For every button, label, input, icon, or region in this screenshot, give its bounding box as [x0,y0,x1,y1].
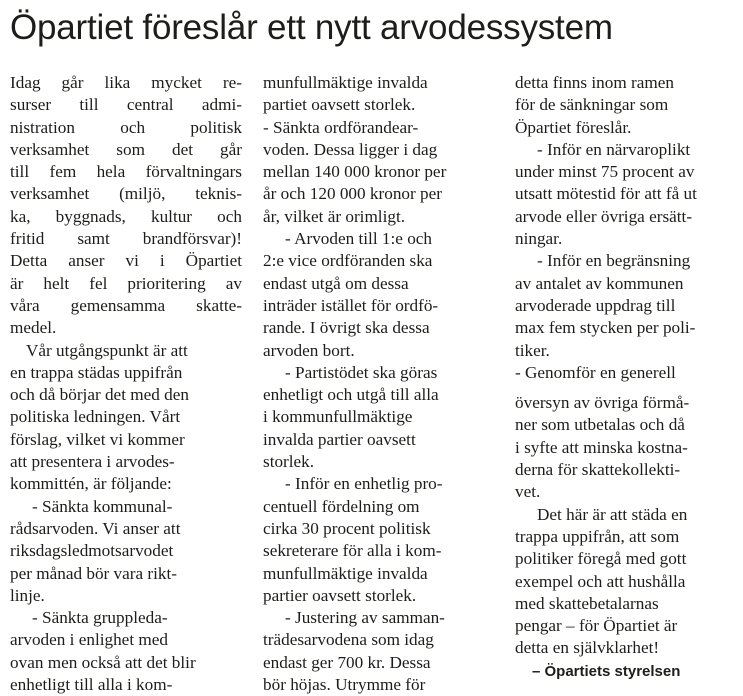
body-line: fritid samt brandförsvar)! [10,229,242,249]
body-line: politiska ledningen. Vårt [10,407,181,427]
body-line: Vår utgångspunkt är att [26,340,188,360]
body-line: Öpartiet föreslår. [515,117,632,137]
body-line: - Inför en närvaroplikt [537,139,691,159]
body-line: verksamhet som det går [10,139,242,159]
body-line: ovan men också att det blir [10,652,196,672]
body-line: - Partistödet ska göras [285,362,438,382]
body-line: inträder istället för ordfö- [263,295,439,315]
body-line: voden. Dessa ligger i dag [263,139,438,159]
body-line: pengar – för Öpartiet är [515,616,678,636]
body-line: - Arvoden till 1:e och [285,229,433,249]
body-line: utsatt mötestid för att få ut [515,184,697,204]
body-line: Det här är att städa en [537,504,688,524]
body-line: derna för skattekollekti- [515,460,681,480]
article-headline: Öpartiet föreslår ett nytt arvodessystem [10,8,613,47]
article-column-3 [515,72,743,660]
body-line: Idag går lika mycket re- [10,73,242,92]
body-line: enhetligt och utgå till alla [263,385,439,405]
body-line: Detta anser vi i Öpartiet [10,251,242,271]
body-line: år, vilket är orimligt. [263,206,406,226]
body-line: arvoden i enlighet med [10,630,168,650]
body-line: enhetligt till alla i kom- [10,675,173,695]
body-line: munfullmäktige invalda [263,563,428,583]
article-signature: – Öpartiets styrelsen [532,663,681,680]
body-line: 2:e vice ordföranden ska [263,251,433,271]
body-line: cirka 30 procent politisk [263,518,431,538]
article-column-1 [10,72,242,696]
body-line: är helt fel prioritering av [10,273,242,293]
body-line: och då börjar det med den [10,385,189,405]
body-line: att presentera i arvodes- [10,452,175,472]
article-column-2 [263,72,495,696]
body-line: - Genomför en generell [515,362,676,382]
body-line: partiet oavsett storlek. [263,95,416,115]
body-line: sekreterare för alla i kom- [263,541,442,561]
body-line: till fem hela förvaltningars [10,162,242,182]
body-line: ner som utbetalas och då [515,415,685,435]
body-line: partier oavsett storlek. [263,585,417,605]
body-line: detta finns inom ramen [515,73,674,92]
body-line: endast ger 700 kr. Dessa [263,652,431,672]
body-line: detta en självklarhet! [515,638,660,658]
body-line: kommittén, är följande: [10,474,172,494]
body-line: våra gemensamma skatte- [10,295,242,315]
body-line: arvoden bort. [263,340,355,360]
body-line: max fem stycken per poli- [515,318,696,338]
body-line: nistration och politisk [10,117,242,137]
body-line: politiker föregå med gott [515,549,687,569]
body-line: - Inför en enhetlig pro- [285,474,443,494]
body-line: arvoderade uppdrag till [515,295,676,315]
body-line: mellan 140 000 kronor per [263,162,447,182]
body-line: centuell fördelning om [263,496,420,516]
body-line: bör höjas. Utrymme för [263,675,426,695]
body-line: för de sänkningar som [515,95,669,115]
body-line: under minst 75 procent av [515,162,695,182]
body-line: - Sänkta gruppleda- [32,608,168,628]
body-line: arvode eller övriga ersätt- [515,206,693,226]
body-line: surser till central admi- [10,95,242,115]
body-line: rande. I övrigt ska dessa [263,318,430,338]
body-line: riksdagsledmotsarvodet [10,541,174,561]
body-line: exempel och att hushålla [515,571,686,591]
body-line: i kommunfullmäktige [263,407,413,427]
body-line: ningar. [515,229,563,249]
body-line: tiker. [515,340,550,360]
body-line: invalda partier oavsett [263,429,416,449]
body-line: år och 120 000 kronor per [263,184,442,204]
body-line: rådsarvoden. Vi anser att [10,518,181,538]
body-line: - Sänkta ordförandear- [263,117,419,137]
body-line: - Inför en begränsning [537,251,691,271]
body-line: förslag, vilket vi kommer [10,429,185,449]
body-line: verksamhet (miljö, teknis- [10,184,242,204]
body-line: - Justering av samman- [285,608,445,628]
body-line: munfullmäktige invalda [263,73,428,92]
body-line: storlek. [263,452,315,472]
body-line: med skattebetalarnas [515,593,659,613]
body-line: endast utgå om dessa [263,273,409,293]
body-line: i syfte att minska kostna- [515,437,688,457]
body-line: en trappa städas uppifrån [10,362,183,382]
body-line: översyn av övriga förmå- [515,393,690,413]
body-line: vet. [515,482,541,502]
body-line: - Sänkta kommunal- [32,496,173,516]
body-line: linje. [10,585,45,605]
body-line: ka, byggnads, kultur och [10,206,242,226]
body-line: per månad bör vara rikt- [10,563,178,583]
body-line: av antalet av kommunen [515,273,684,293]
body-line: trappa uppifrån, att som [515,526,680,546]
body-line: medel. [10,318,57,338]
body-line: trädesarvodena som idag [263,630,434,650]
